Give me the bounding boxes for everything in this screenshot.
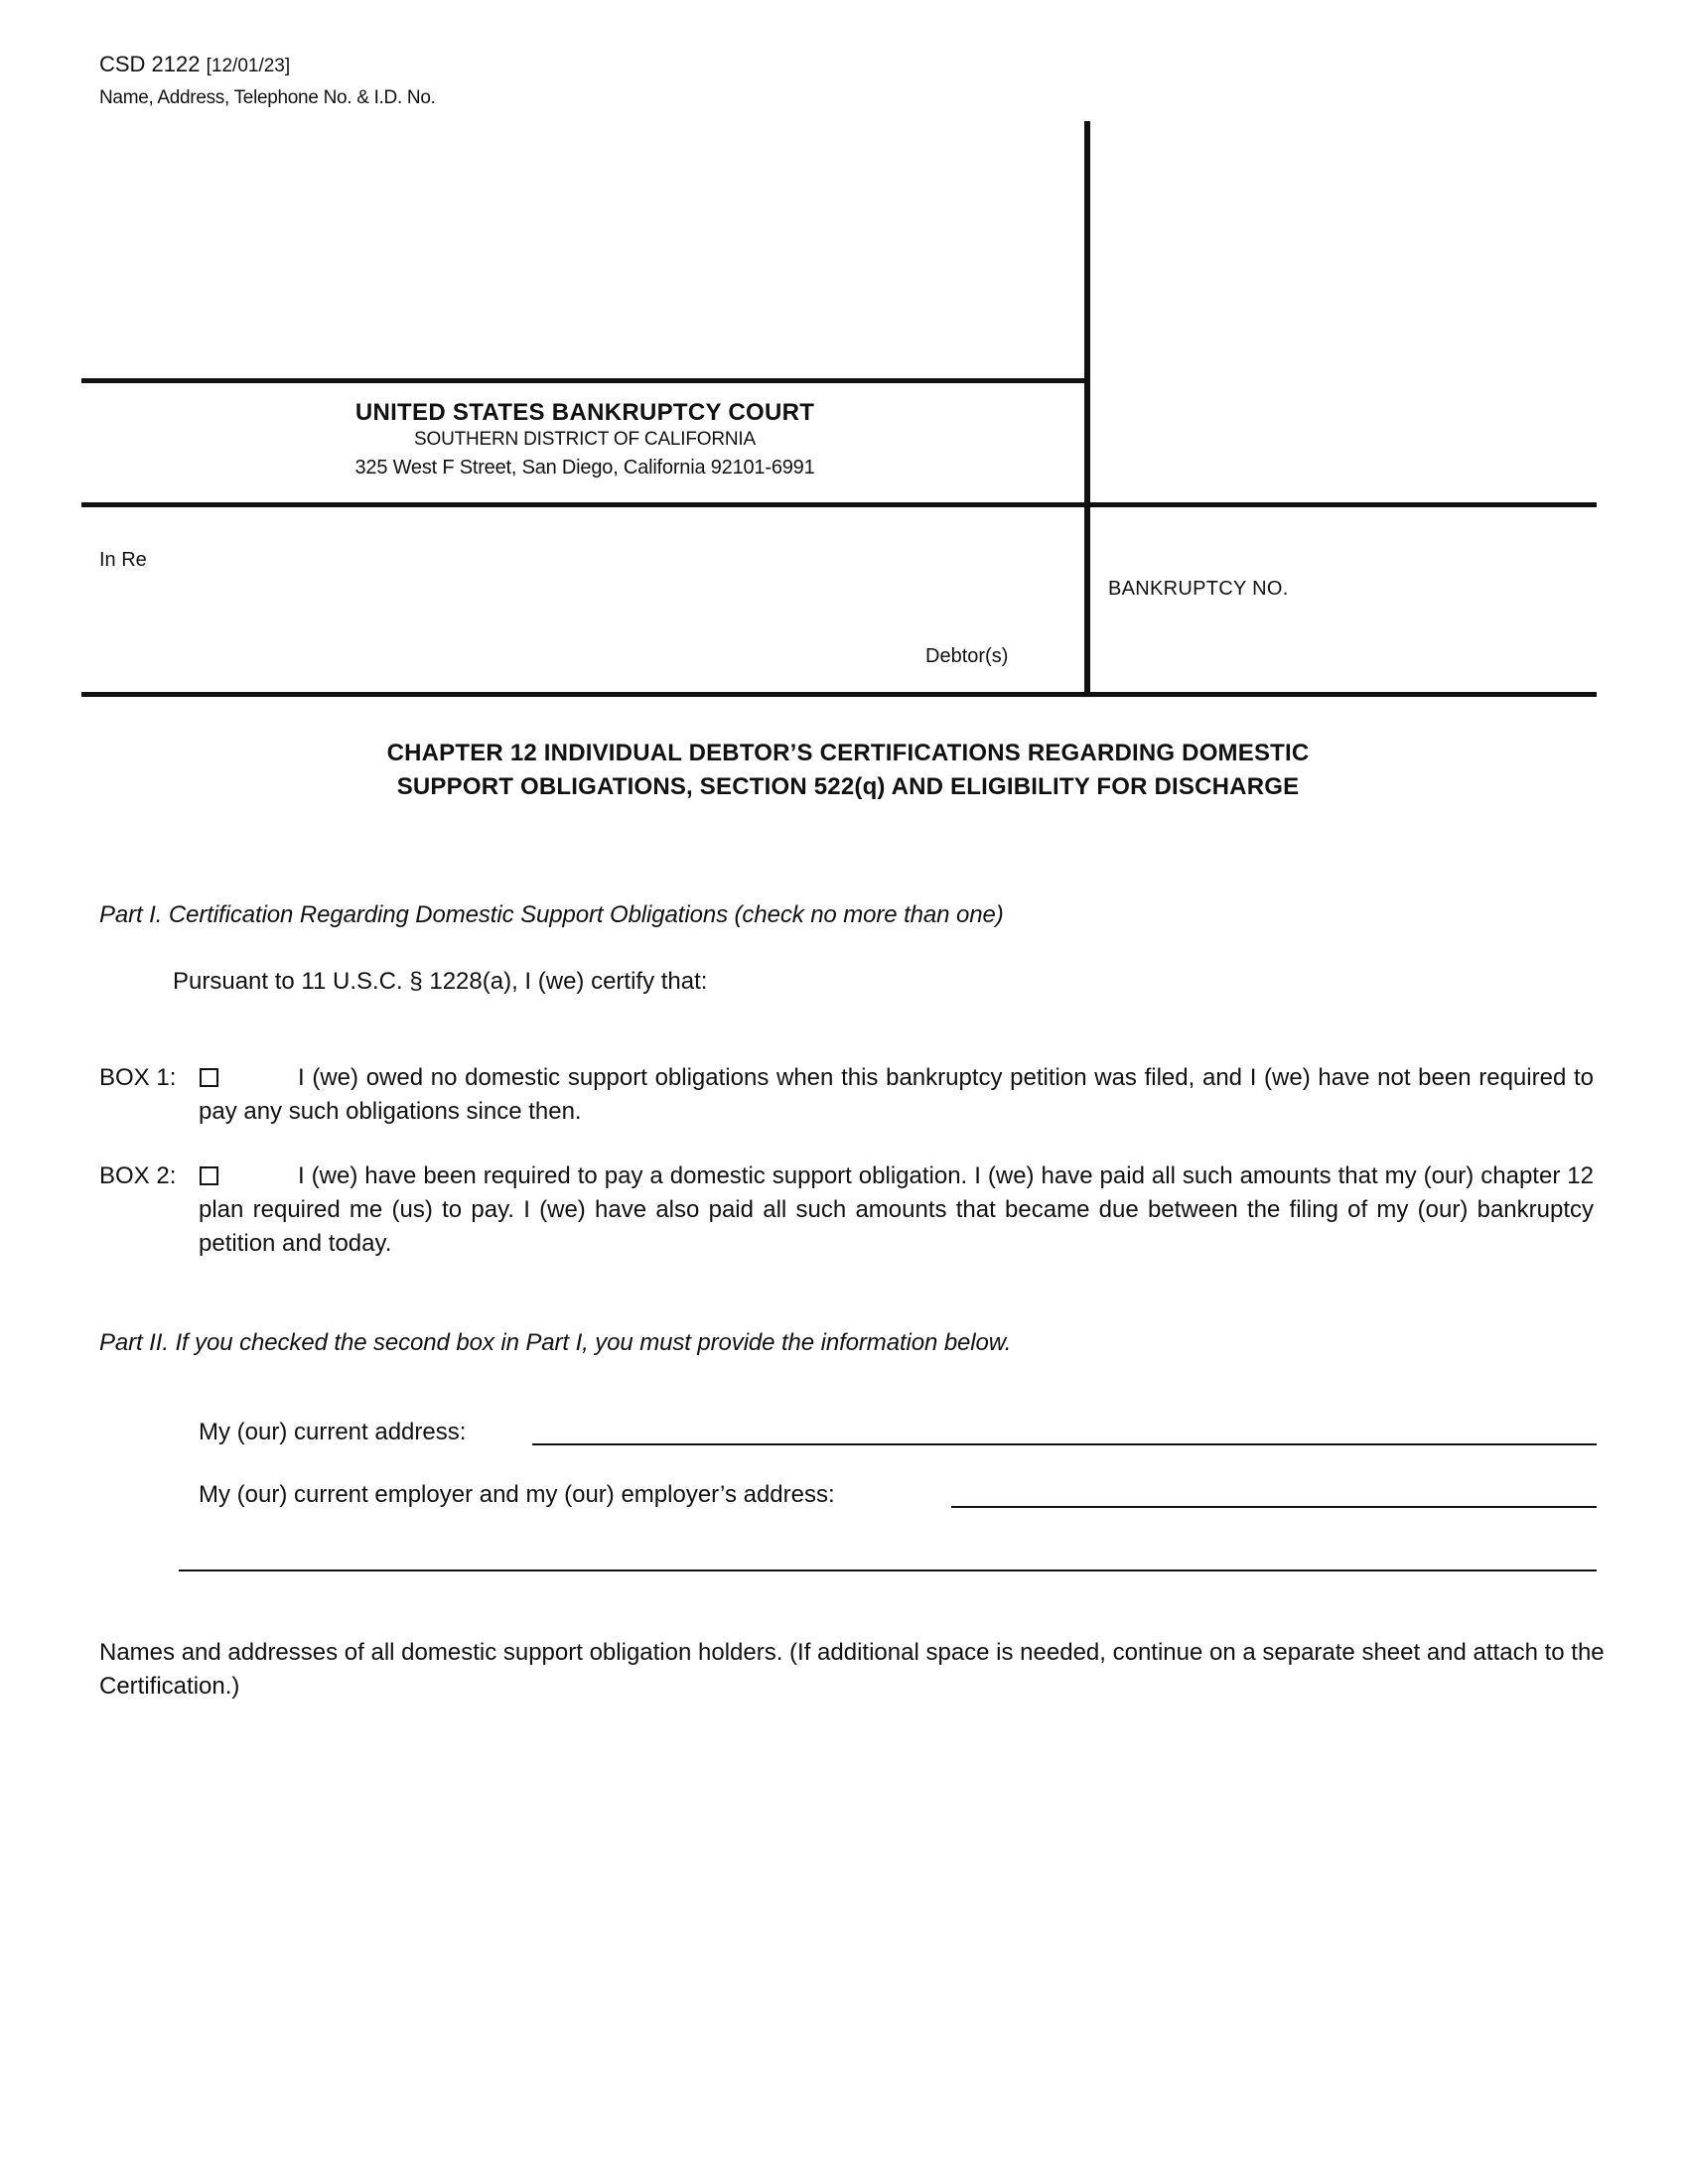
box1-text: I (we) owed no domestic support obligations when this bankruptcy petition was filed, and I (we) have not been required to pay any such obligations since then. — [199, 1064, 1594, 1125]
part2-heading: Part II. If you checked the second box in Part I, you must provide the information below. — [99, 1329, 1012, 1356]
box1-label: BOX 1: — [99, 1064, 177, 1091]
in-re-label: In Re — [99, 549, 147, 571]
box2-label: BOX 2: — [99, 1162, 177, 1189]
court-name: UNITED STATES BANKRUPTCY COURT — [354, 399, 815, 426]
document-title-line1: CHAPTER 12 INDIVIDUAL DEBTOR’S CERTIFICATIONS REGARDING DOMESTIC — [386, 740, 1310, 766]
attorney-info-label: Name, Address, Telephone No. & I.D. No. — [99, 87, 436, 108]
document-title-line2: SUPPORT OBLIGATIONS, SECTION 522(q) AND ELIGIBILITY FOR DISCHARGE — [396, 773, 1300, 800]
employer-address-field-line2[interactable] — [179, 1539, 1595, 1569]
form-number-text: CSD 2122 — [99, 52, 201, 76]
pursuant-statement: Pursuant to 11 U.S.C. § 1228(a), I (we) certify that: — [173, 968, 708, 995]
box2-text: I (we) have been required to pay a domestic support obligation. I (we) have paid all such amounts that my (our) chapter 12 plan required me (us) to pay. I (we) have also paid all such amounts that became due between the filing of my (our) bankruptcy petition and today. — [199, 1162, 1594, 1257]
employer-address-label: My (our) current employer and my (our) employer’s address: — [199, 1481, 835, 1508]
caption-bottom-rule — [81, 692, 1597, 697]
employer-address-line2 — [179, 1570, 1597, 1571]
employer-address-field[interactable] — [951, 1475, 1595, 1505]
debtors-label: Debtor(s) — [925, 645, 1009, 667]
current-address-label: My (our) current address: — [199, 1419, 467, 1445]
court-block — [83, 399, 1086, 479]
current-address-field[interactable] — [532, 1413, 1595, 1442]
bankruptcy-number-label: BANKRUPTCY NO. — [1108, 578, 1289, 600]
employer-address-line — [951, 1506, 1597, 1508]
document-title — [83, 737, 1613, 804]
form-number — [99, 52, 290, 77]
obligation-holders-instructions: Names and addresses of all domestic support obligation holders. (If additional space is needed, continue on a separate sheet and attach to the Certification.) — [99, 1639, 1605, 1700]
part1-heading: Part I. Certification Regarding Domestic Support Obligations (check no more than one) — [99, 901, 1004, 928]
court-district: SOUTHERN DISTRICT OF CALIFORNIA — [414, 429, 756, 450]
court-address: 325 West F Street, San Diego, California 92101-6991 — [354, 457, 815, 478]
current-address-line — [532, 1443, 1597, 1445]
form-version: [12/01/23] — [206, 56, 291, 76]
court-top-rule — [81, 378, 1086, 383]
court-bottom-rule — [81, 502, 1597, 507]
